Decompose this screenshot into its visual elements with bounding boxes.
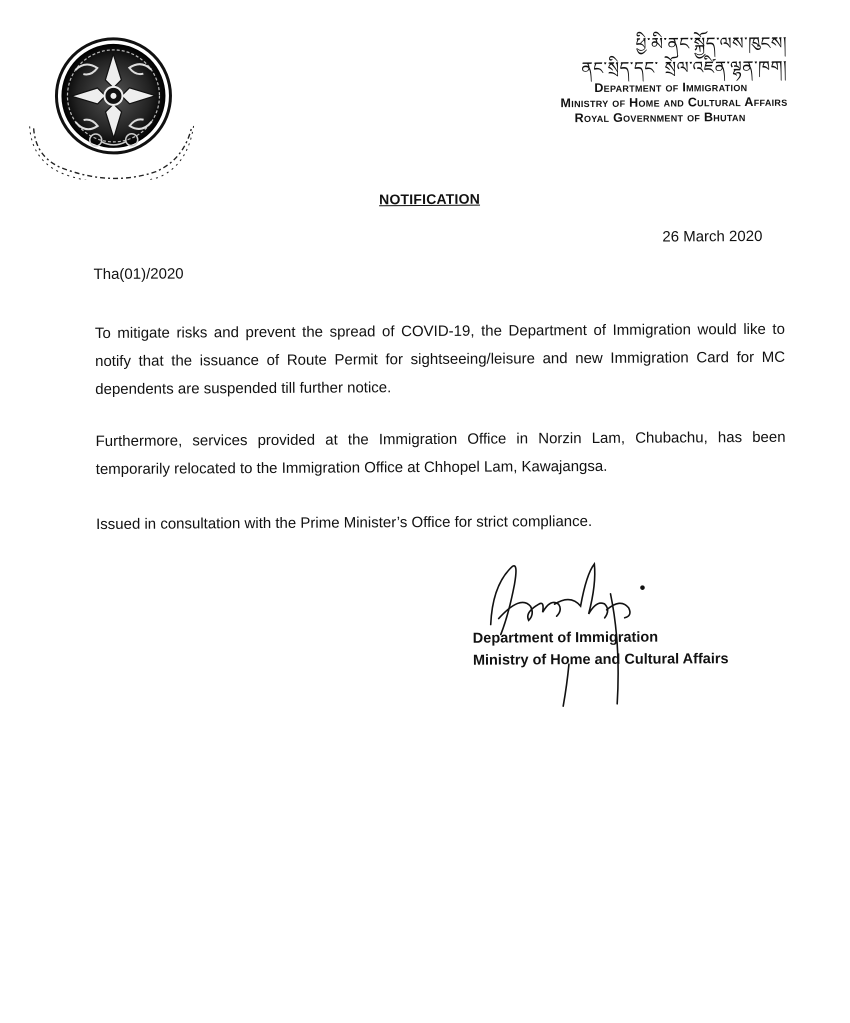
letterhead-dzongkha-ministry: ནང་སྲིད་དང་ སྲོལ་འཛིན་ལྷན་ཁག། xyxy=(581,57,788,80)
letterhead-ministry: Ministry of Home and Cultural Affairs xyxy=(560,94,788,111)
signatory-department: Department of Immigration xyxy=(472,629,659,647)
signatory-block xyxy=(473,626,729,672)
notice-paragraph-2: Furthermore, services provided at the Immigration Office in Norzin Lam, Chubachu, has been temporarily relocated to the Immigration Office at Chhopel Lam, Kawajangsa. xyxy=(95,428,786,479)
notice-reference: Tha(01)/2020 xyxy=(93,265,184,284)
notice-date: 26 March 2020 xyxy=(662,227,763,246)
letterhead-dzongkha-department: ཕྱི་མི་ནང་སྐྱོད་ལས་ཁུངས། xyxy=(635,33,788,55)
notice-paragraph-3: Issued in consultation with the Prime Minister’s Office for strict compliance. xyxy=(96,512,593,534)
notice-paragraph-1: To mitigate risks and prevent the spread of COVID-19, the Department of Immigration would like to notify that the issuance of Route Permit for sightseeing/leisure and new Immigration Card for MC dependents are suspended till further notice. xyxy=(94,320,786,399)
notice-title: NOTIFICATION xyxy=(379,190,481,208)
emblem-seal-icon xyxy=(25,29,196,180)
letterhead-government: Royal Government of Bhutan xyxy=(574,110,746,126)
letterhead-department: Department of Immigration xyxy=(594,80,748,95)
national-emblem xyxy=(25,29,196,180)
letterhead xyxy=(447,32,788,127)
signatory-ministry: Ministry of Home and Cultural Affairs xyxy=(472,651,729,669)
